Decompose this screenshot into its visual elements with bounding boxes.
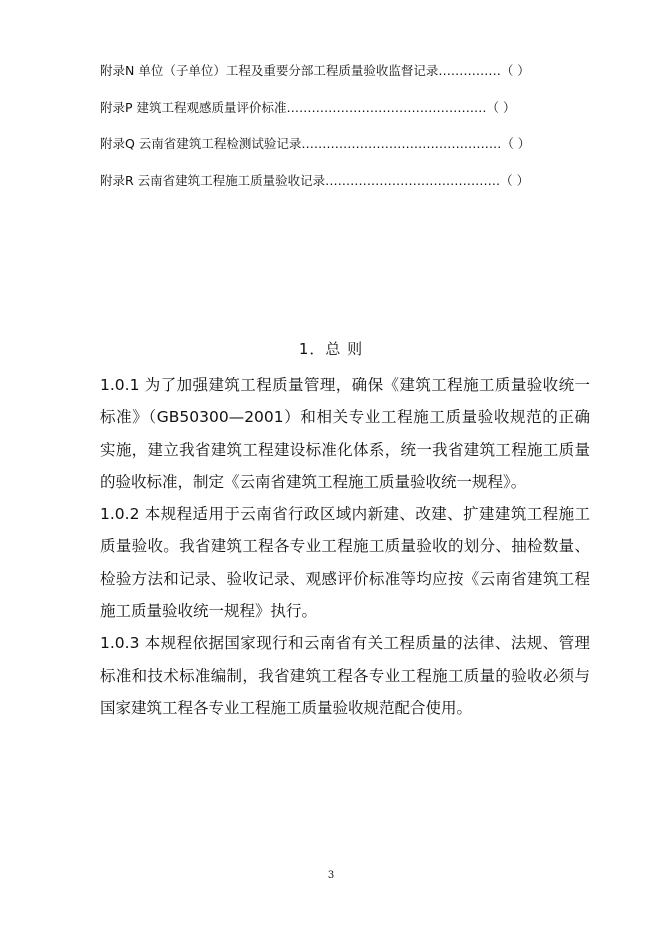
table-of-contents [100, 62, 580, 208]
section-body [100, 369, 590, 724]
section-heading: 1．总 则 [298, 340, 364, 358]
page-number: 3 [327, 870, 335, 881]
toc-entry-appendix-q: 附录Q 云南省建筑工程检测试验记录…………………………………………（ ） [100, 136, 531, 151]
clause-1-0-1: 1.0.1 为了加强建筑工程质量管理，确保《建筑工程施工质量验收统一标准》（GB50300—2001）和相关专业工程施工质量验收规范的正确实施，建立我省建筑工程建设标准化体系，统一我省建筑工程施工质量的验收标准，制定《云南省建筑工程施工质量验收统一规程》。 [100, 376, 590, 491]
toc-entry-appendix-r: 附录R 云南省建筑工程施工质量验收记录……………………………………（ ） [100, 172, 530, 188]
toc-entry-appendix-p: 附录P 建筑工程观感质量评价标准…………………………………………（ ） [100, 99, 516, 115]
toc-entry-appendix-n: 附录N 单位（子单位）工程及重要分部工程质量验收监督记录……………（ ） [100, 63, 530, 78]
clause-1-0-3: 1.0.3 本规程依据国家现行和云南省有关工程质量的法律、法规、管理标准和技术标准编制，我省建筑工程各专业工程施工质量的验收必须与国家建筑工程各专业工程施工质量验收规范配合使用。 [100, 634, 590, 717]
clause-1-0-2: 1.0.2 本规程适用于云南省行政区域内新建、改建、扩建建筑工程施工质量验收。我省建筑工程各专业工程施工质量验收的划分、抽检数量、检验方法和记录、验收记录、观感评价标准等均应按《云南省建筑工程施工质量验收统一规程》执行。 [100, 505, 590, 621]
